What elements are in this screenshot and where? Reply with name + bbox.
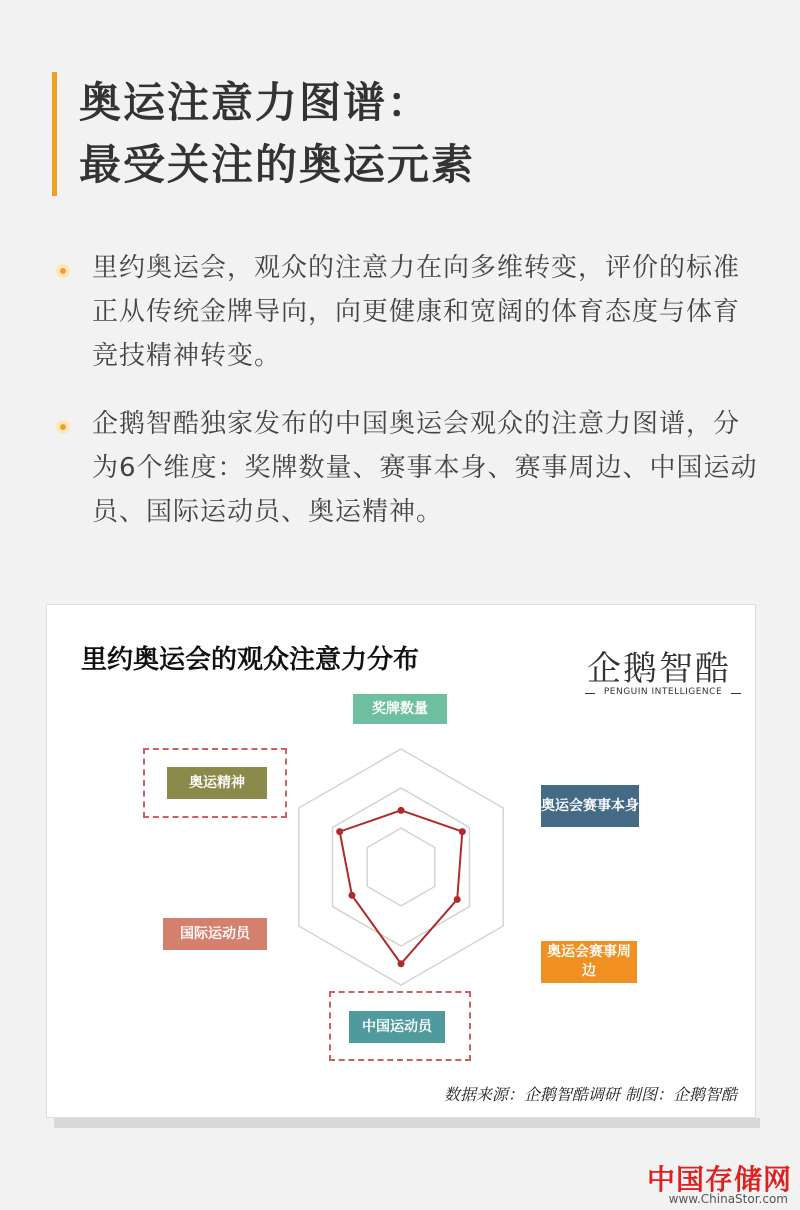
- bullet-item: [56, 246, 766, 378]
- watermark-title: 中国存储网: [646, 1163, 792, 1196]
- bullet-list: [56, 246, 766, 558]
- page-title-line1: 奥运注意力图谱：: [79, 78, 432, 127]
- radar-point-6: [336, 828, 343, 835]
- radar-point-3: [454, 896, 461, 903]
- radar-point-5: [348, 892, 355, 899]
- category-label-international-athletes: 国际运动员: [163, 918, 267, 950]
- radar-grid-ring-1: [367, 828, 434, 906]
- chart-source: 数据来源：企鹅智酷调研 制图：企鹅智酷: [443, 1085, 737, 1104]
- bullet-item: [56, 402, 766, 534]
- logo-wordmark: 企鹅智酷: [587, 649, 731, 689]
- page-title-line2: 最受关注的奥运元素: [79, 140, 476, 189]
- category-label-chinese-athletes: 中国运动员: [349, 1011, 445, 1043]
- bullet-text: 企鹅智酷独家发布的中国奥运会观众的注意力图谱，分为6个维度：奖牌数量、赛事本身、赛事周边、中国运动员、国际运动员、奥运精神。: [92, 409, 758, 527]
- category-label-medal-count: 奖牌数量: [353, 694, 447, 724]
- radar-point-1: [398, 807, 405, 814]
- chart-title: 里约奥运会的观众注意力分布: [81, 645, 420, 675]
- radar-point-4: [398, 960, 405, 967]
- card-shadow: [54, 1118, 760, 1128]
- title-block: [52, 72, 772, 196]
- radar-point-2: [459, 828, 466, 835]
- radar-grid-ring-3: [299, 749, 503, 985]
- category-label-event-surroundings: 奥运会赛事周边: [541, 941, 637, 983]
- radar-series-line: [340, 810, 463, 963]
- bullet-text: 里约奥运会，观众的注意力在向多维转变，评价的标准正从传统金牌导向，向更健康和宽阔的体育态度与体育竞技精神转变。: [92, 253, 741, 371]
- logo-subtitle: PENGUIN INTELLIGENCE: [603, 687, 723, 697]
- site-watermark: [632, 1152, 792, 1208]
- chart-card: [46, 604, 756, 1118]
- watermark-url: www.ChinaStor.com: [668, 1192, 788, 1206]
- category-label-olympic-spirit: 奥运精神: [167, 767, 267, 799]
- bullet-dot-icon: [56, 264, 70, 278]
- bullet-dot-icon: [56, 420, 70, 434]
- category-label-event-itself: 奥运会赛事本身: [541, 785, 639, 827]
